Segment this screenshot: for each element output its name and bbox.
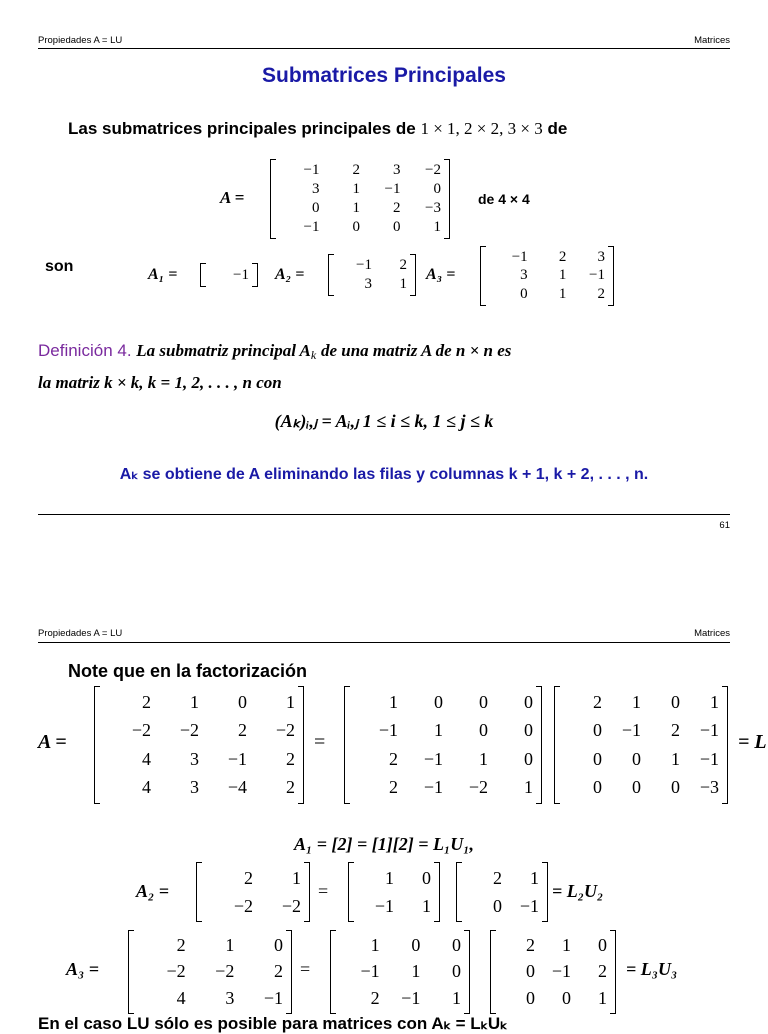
matrix-cell: 3 xyxy=(520,267,528,284)
definition-label: Definición 4. xyxy=(38,341,132,360)
matrix-cell: 0 xyxy=(452,961,461,982)
a-label: A = xyxy=(220,188,245,207)
matrix-a xyxy=(270,159,450,239)
matrix-cell: 2 xyxy=(286,748,295,769)
matrix-cell: −1 xyxy=(699,748,719,769)
matrix-cell: 4 xyxy=(142,748,151,769)
matrix-cell: 1 xyxy=(558,267,567,284)
a1-line: A₁ = [2] = [1][2] = L₁U₁, xyxy=(293,834,475,854)
matrix-cell: −2 xyxy=(425,162,441,178)
matrix-cell: 0 xyxy=(593,748,602,769)
header-rule-2 xyxy=(38,642,730,643)
matrix-cell: 1 xyxy=(352,200,360,216)
matrix-cell: 0 xyxy=(493,895,502,916)
matrix-cell: −1 xyxy=(384,181,401,197)
matrix-cell: 2 xyxy=(238,720,247,741)
matrix-cell: 0 xyxy=(524,748,533,769)
matrix-u2 xyxy=(456,862,548,922)
matrix-cell: 1 xyxy=(558,286,567,303)
matrix-cell: 3 xyxy=(190,748,199,769)
matrix-cell: 1 xyxy=(225,934,235,955)
matrix-cell: 2 xyxy=(671,720,680,741)
matrix-cell: 2 xyxy=(393,200,401,216)
note-line: Aₖ se obtiene de A eliminando las filas y columnas k + 1, k + 2, . . . , n. xyxy=(119,466,649,483)
matrix-cell: −1 xyxy=(511,248,528,265)
matrix-cell: 2 xyxy=(389,748,398,769)
matrix-cell: −3 xyxy=(425,200,441,216)
matrix-cell: 2 xyxy=(370,988,380,1009)
equals-sign-1: = xyxy=(314,731,326,753)
matrix-cell: 3 xyxy=(597,248,605,265)
a2-label-2: A₂ = xyxy=(136,881,170,901)
matrix-cell: 4 xyxy=(142,777,151,798)
matrix-cell: −2 xyxy=(215,961,235,982)
matrix-cell: 0 xyxy=(520,286,528,303)
matrix-cell: −2 xyxy=(275,720,295,741)
matrix-cell: −3 xyxy=(699,777,719,798)
matrix-cell: 2 xyxy=(493,867,502,888)
a-size: de 4 × 4 xyxy=(478,191,530,207)
bottom-cut-line: En el caso LU sólo es posible para matrices con Aₖ = LₖUₖ xyxy=(38,1014,508,1033)
a2-result: = L₂U₂ xyxy=(552,881,604,901)
matrix-cell: 0 xyxy=(433,181,441,197)
matrix-cell: 2 xyxy=(389,777,398,798)
header-right-2: Matrices xyxy=(694,628,730,639)
a3-result: = L₃U₃ xyxy=(626,959,678,979)
matrix-cell: −2 xyxy=(468,777,488,798)
matrix-cell: 1 xyxy=(433,219,441,235)
header-rule xyxy=(38,48,730,49)
intro-sizes: 1 × 1, 2 × 2, 3 × 3 xyxy=(420,119,543,138)
matrix-l2 xyxy=(348,862,440,922)
matrix-a3 xyxy=(480,246,614,306)
matrix-cell: −1 xyxy=(227,748,247,769)
matrix-cell: 0 xyxy=(526,988,535,1009)
footer-rule xyxy=(38,514,730,515)
matrix-cell: 1 xyxy=(292,867,301,888)
matrix-cell: 1 xyxy=(524,777,533,798)
matrix-cell: 1 xyxy=(389,691,398,712)
matrix-cell: 1 xyxy=(411,961,421,982)
matrix-a-full xyxy=(94,686,304,804)
matrix-cell: −2 xyxy=(233,895,253,916)
header-left-2: Propiedades A = LU xyxy=(38,628,123,639)
matrix-cell: 2 xyxy=(399,257,407,273)
matrix-cell: 3 xyxy=(225,988,235,1009)
matrix-cell: 3 xyxy=(364,276,372,292)
matrix-cell: 0 xyxy=(671,777,680,798)
matrix-cell: 2 xyxy=(526,934,535,955)
matrix-cell: 2 xyxy=(274,961,283,982)
intro-de: de xyxy=(547,119,568,138)
definition-line1-rest: de una matriz A de n × n es xyxy=(320,341,512,360)
matrix-cell: 1 xyxy=(286,691,295,712)
matrix-cell: 1 xyxy=(385,867,394,888)
matrix-cell: −1 xyxy=(699,720,719,741)
matrix-cell: 0 xyxy=(238,691,247,712)
matrix-cell: 2 xyxy=(598,961,607,982)
matrix-cell: −1 xyxy=(263,988,283,1009)
intro-line xyxy=(68,119,567,139)
matrix-a1 xyxy=(200,263,258,287)
matrix-cell: 1 xyxy=(632,691,641,712)
matrix-cell: 0 xyxy=(352,219,360,235)
matrix-cell: −1 xyxy=(374,895,394,916)
header-right: Matrices xyxy=(694,35,730,46)
matrix-a2-full xyxy=(196,862,310,922)
definition-line2: la matriz k × k, k = 1, 2, . . . , n con xyxy=(38,373,282,392)
matrix-cell: 0 xyxy=(393,219,401,235)
matrix-cell: −2 xyxy=(179,720,199,741)
matrix-cell: −1 xyxy=(551,961,571,982)
matrix-cell: −1 xyxy=(360,961,380,982)
slide-title: Submatrices Principales xyxy=(262,64,506,87)
matrix-cell: −4 xyxy=(227,777,247,798)
matrix-cell: 0 xyxy=(671,691,680,712)
matrix-l3 xyxy=(330,930,470,1014)
page-number: 61 xyxy=(719,520,730,531)
matrix-cell: 0 xyxy=(434,691,443,712)
matrix-cell: 0 xyxy=(312,200,320,216)
equals-sign-2: = xyxy=(318,881,329,901)
matrix-cell: 1 xyxy=(479,748,488,769)
matrix-cell: 0 xyxy=(452,934,461,955)
matrix-l xyxy=(344,686,542,804)
matrix-cell: 0 xyxy=(274,934,283,955)
matrix-cell: 1 xyxy=(452,988,461,1009)
matrix-cell: 2 xyxy=(286,777,295,798)
matrix-cell: −1 xyxy=(233,266,249,283)
matrix-cell: 1 xyxy=(710,691,719,712)
matrix-cell: 1 xyxy=(598,988,607,1009)
matrix-cell: 4 xyxy=(176,988,186,1009)
matrix-cell: 3 xyxy=(312,181,320,197)
a3-label: A₃ = xyxy=(426,266,456,283)
matrix-cell: 1 xyxy=(422,895,431,916)
matrix-cell: 1 xyxy=(399,276,407,292)
matrix-cell: −1 xyxy=(303,219,320,235)
matrix-cell: 0 xyxy=(632,777,641,798)
a3-label-2: A₃ = xyxy=(66,959,100,979)
matrix-cell: 0 xyxy=(526,961,535,982)
matrix-cell: −1 xyxy=(356,257,372,273)
equals-sign-3: = xyxy=(300,959,311,979)
matrix-cell: 2 xyxy=(593,691,602,712)
matrix-cell: 2 xyxy=(244,867,253,888)
definition-block: Definición 4. La submatriz principal Ak de una matriz A de n × n es la matriz k × k, k = 1, 2, . . . , n con xyxy=(38,341,512,392)
matrix-cell: 2 xyxy=(142,691,151,712)
matrix-u3 xyxy=(490,930,616,1014)
matrix-cell: 0 xyxy=(524,720,533,741)
matrix-cell: 0 xyxy=(598,934,607,955)
a-label-2: A = xyxy=(38,731,67,753)
matrix-cell: 1 xyxy=(370,934,380,955)
matrix-cell: −2 xyxy=(166,961,186,982)
matrix-cell: 1 xyxy=(671,748,680,769)
intro-text: Las submatrices principales principales de xyxy=(68,119,416,138)
matrix-u xyxy=(554,686,728,804)
matrix-cell: −2 xyxy=(131,720,151,741)
matrix-cell: −1 xyxy=(423,748,443,769)
header-left: Propiedades A = LU xyxy=(38,35,123,46)
matrix-cell: −1 xyxy=(621,720,641,741)
matrix-cell: 0 xyxy=(479,691,488,712)
matrix-cell: 1 xyxy=(190,691,199,712)
matrix-cell: −1 xyxy=(423,777,443,798)
matrix-cell: 2 xyxy=(558,248,567,265)
matrix-cell: 0 xyxy=(411,934,421,955)
matrix-cell: 2 xyxy=(597,286,605,303)
matrix-cell: 1 xyxy=(530,867,539,888)
matrix-cell: 2 xyxy=(176,934,186,955)
matrix-a2 xyxy=(328,254,416,296)
matrix-cell: 1 xyxy=(434,720,443,741)
matrix-cell: 1 xyxy=(562,934,571,955)
matrix-cell: 3 xyxy=(393,162,401,178)
matrix-cell: 0 xyxy=(593,720,602,741)
trailing-eq: = L xyxy=(738,731,767,753)
matrix-cell: −1 xyxy=(519,895,539,916)
matrix-cell: 2 xyxy=(352,162,360,178)
matrix-cell: 3 xyxy=(190,777,199,798)
definition-line1: La submatriz principal A xyxy=(136,341,311,360)
matrix-a3-full xyxy=(128,930,292,1014)
matrix-cell: −1 xyxy=(589,267,605,284)
matrix-cell: 0 xyxy=(422,867,431,888)
matrix-cell: 0 xyxy=(524,691,533,712)
matrix-cell: −1 xyxy=(378,720,398,741)
son-label: son xyxy=(45,258,74,275)
matrix-cell: 0 xyxy=(593,777,602,798)
matrix-cell: −2 xyxy=(281,895,301,916)
matrix-cell: −1 xyxy=(401,988,421,1009)
a2-label: A₂ = xyxy=(275,266,305,283)
matrix-cell: 0 xyxy=(632,748,641,769)
matrix-cell: 1 xyxy=(352,181,360,197)
a1-label: A₁ = xyxy=(148,266,178,283)
matrix-cell: 0 xyxy=(479,720,488,741)
definition-formula: (Aₖ)ᵢ,ⱼ = Aᵢ,ⱼ 1 ≤ i ≤ k, 1 ≤ j ≤ k xyxy=(274,411,494,431)
matrix-cell: 0 xyxy=(562,988,571,1009)
factorization-intro: Note que en la factorización xyxy=(68,661,308,681)
matrix-cell: −1 xyxy=(303,162,320,178)
